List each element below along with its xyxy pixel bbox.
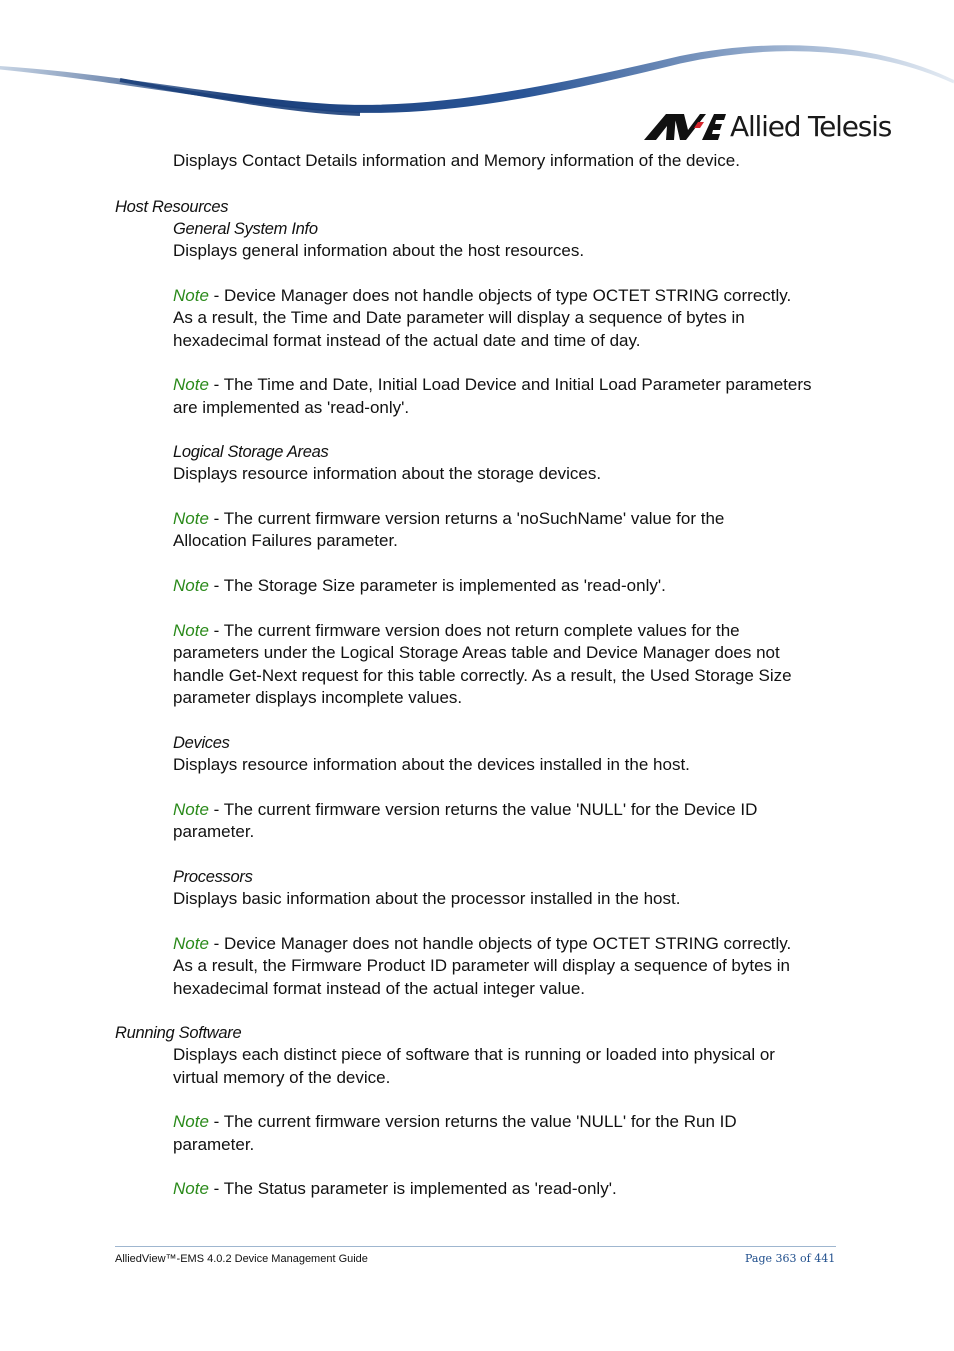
section-heading-running-software: Running Software [115,1024,242,1042]
note-paragraph [173,620,740,642]
note-text: parameter displays incomplete values. [173,688,463,707]
note-text: parameter. [173,1135,255,1154]
note-label: Note [173,934,209,953]
note-paragraph [173,1111,737,1133]
note-paragraph [173,933,791,955]
note-text: - Device Manager does not handle objects of type OCTET STRING correctly. [208,934,792,953]
note-text: As a result, the Time and Date parameter will display a sequence of bytes in [173,308,745,327]
note-label: Note [173,509,209,528]
general-system-info-desc: Displays general information about the host resources. [173,241,585,260]
note-text: hexadecimal format instead of the actual date and time of day. [173,331,641,350]
note-text: parameter. [173,822,255,841]
note-paragraph [173,799,757,821]
note-text: Allocation Failures parameter. [173,531,398,550]
note-text: - The current firmware version returns the value 'NULL' for the Run ID [208,1112,737,1131]
logo-wordmark: Allied Telesis [730,110,892,143]
note-text: - The current firmware version returns the value 'NULL' for the Device ID [208,800,758,819]
footer-page-number: Page 363 of 441 [745,1252,836,1265]
intro-text: Displays Contact Details information and Memory information of the device. [173,151,740,170]
note-paragraph [173,285,791,307]
note-text: - The Status parameter is implemented as 'read-only'. [208,1179,617,1198]
note-text: - The Time and Date, Initial Load Device and Initial Load Parameter parameters [208,375,812,394]
note-text: parameters under the Logical Storage Areas table and Device Manager does not [173,643,780,662]
section-heading-host-resources: Host Resources [115,198,229,216]
note-label: Note [173,1112,209,1131]
note-text: - Device Manager does not handle objects of type OCTET STRING correctly. [208,286,792,305]
note-paragraph [173,508,724,530]
processors-desc: Displays basic information about the processor installed in the host. [173,889,681,908]
subheading-general-system-info: General System Info [173,220,318,238]
subheading-devices: Devices [173,734,230,752]
note-label: Note [173,621,209,640]
note-label: Note [173,286,209,305]
note-label: Note [173,576,209,595]
logical-storage-areas-desc: Displays resource information about the storage devices. [173,464,602,483]
allied-telesis-mark-icon [644,114,726,140]
running-software-desc: virtual memory of the device. [173,1068,391,1087]
running-software-desc: Displays each distinct piece of software that is running or loaded into physical or [173,1045,775,1064]
note-label: Note [173,800,209,819]
note-paragraph [173,374,811,396]
subheading-processors: Processors [173,868,253,886]
allied-telesis-logo [644,110,891,144]
note-text: are implemented as 'read-only'. [173,398,410,417]
footer-document-title: AlliedView™-EMS 4.0.2 Device Management Guide [115,1253,368,1265]
note-text: handle Get-Next request for this table correctly. As a result, the Used Storage Size [173,666,792,685]
note-paragraph [173,575,666,597]
note-label: Note [173,1179,209,1198]
footer-divider [115,1246,836,1247]
note-text: - The current firmware version does not return complete values for the [208,621,740,640]
note-text: - The current firmware version returns a 'noSuchName' value for the [208,509,725,528]
devices-desc: Displays resource information about the devices installed in the host. [173,755,690,774]
note-text: - The Storage Size parameter is implemented as 'read-only'. [208,576,666,595]
note-paragraph [173,1178,617,1200]
note-text: hexadecimal format instead of the actual integer value. [173,979,586,998]
note-text: As a result, the Firmware Product ID parameter will display a sequence of bytes in [173,956,790,975]
subheading-logical-storage-areas: Logical Storage Areas [173,443,329,461]
note-label: Note [173,375,209,394]
